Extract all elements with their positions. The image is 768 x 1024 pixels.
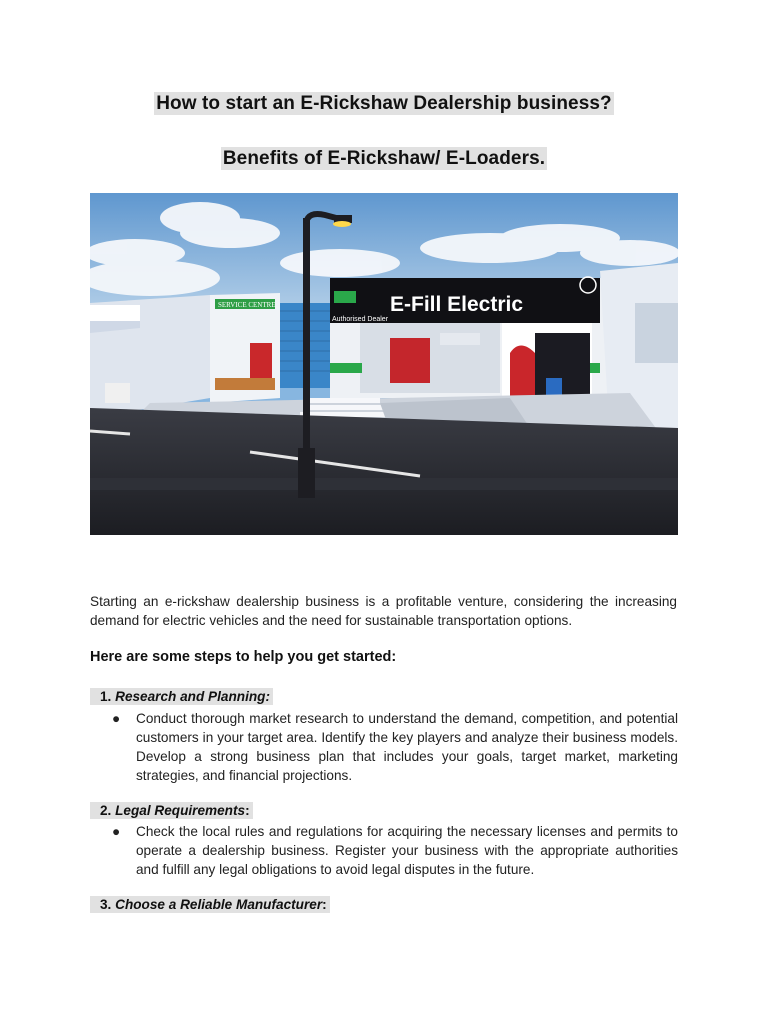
step-3-title xyxy=(90,897,330,912)
step-1-bullet xyxy=(112,709,678,785)
step-2-bullet-text: Check the local rules and regulations for acquiring the necessary licenses and permits to operate a dealership business. Register your business with the appropriate authorities and fulfill any legal obligations to avoid legal disputes in the future. xyxy=(136,824,678,877)
steps-heading: Here are some steps to help you get started: xyxy=(90,649,397,665)
step-1-title-text: Research and Planning: xyxy=(115,689,270,704)
step-2-title-text: Legal Requirements xyxy=(115,803,246,818)
bullet-icon: ● xyxy=(112,711,121,726)
e-fill-electric-sign: E-Fill Electric xyxy=(390,293,524,316)
station-sign: STATION xyxy=(550,327,571,333)
step-1-title xyxy=(90,689,273,704)
service-centre-sign: SERVICE CENTRE xyxy=(218,301,276,309)
bullet-icon: ● xyxy=(112,824,121,839)
showroom-illustration xyxy=(90,193,678,535)
step-3-number: 3. xyxy=(100,897,112,912)
authorised-dealer-sign: Authorised Dealer xyxy=(332,316,389,323)
document-subtitle xyxy=(0,148,768,170)
step-2-number: 2. xyxy=(100,803,112,818)
document-title-text: How to start an E-Rickshaw Dealership business? xyxy=(156,93,612,114)
intro-paragraph: Starting an e-rickshaw dealership business is a profitable venture, considering the increasing demand for electric vehicles and the need for sustainable transportation options. xyxy=(90,594,677,628)
document-subtitle-text: Benefits of E-Rickshaw/ E-Loaders. xyxy=(222,148,546,169)
step-2-title-suffix: : xyxy=(245,803,250,818)
step-3-title-text: Choose a Reliable Manufacturer xyxy=(115,897,323,912)
step-3-title-suffix: : xyxy=(322,897,327,912)
step-1-bullet-text: Conduct thorough market research to understand the demand, competition, and potential customers in your target area. Identify the key players and analyze their business models. Develop a strong business plan that includes your goals, target market, marketing strategies, and financial projections. xyxy=(136,711,678,783)
document-title xyxy=(0,93,768,115)
step-2-title xyxy=(90,803,253,818)
step-1-number: 1. xyxy=(100,689,112,704)
step-2-bullet xyxy=(112,822,678,879)
